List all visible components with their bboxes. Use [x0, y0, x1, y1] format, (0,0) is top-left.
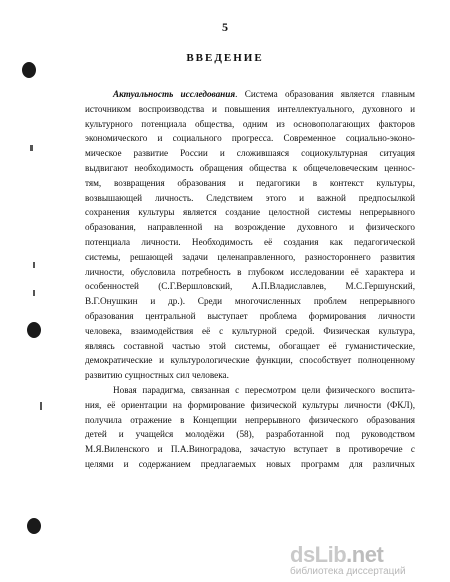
lead-phrase: Актуальность исследования	[113, 89, 236, 99]
watermark-subtitle: библиотека диссертаций	[290, 566, 406, 577]
paragraph-line: потенциала личности. Необходимость её создания как педагогической	[85, 236, 415, 247]
paragraph-line: получила отражение в Концепции непрерывного физического образования	[85, 414, 415, 425]
watermark	[290, 542, 440, 578]
paragraph-line: сохранения культуры является создание целостной системы непрерывного	[85, 207, 415, 218]
scan-mark	[40, 402, 42, 410]
paragraph-line: демократические и культурологические функции, способствует полноценному	[85, 355, 415, 366]
paragraph-line: источником воспроизводства и повышения интеллектуального, духовного и	[85, 103, 415, 114]
paragraph-line: выдвигают необходимость обращения общества к общечеловеческим ценнос-	[85, 162, 415, 173]
scan-mark	[33, 262, 35, 268]
document-body	[85, 87, 415, 472]
paragraph-line: экономического и социального прогресса. Современное социально-эконо-	[85, 133, 415, 144]
scan-mark	[33, 290, 35, 296]
watermark-logo: dsLib.net	[290, 542, 384, 567]
punch-hole	[27, 518, 41, 534]
paragraph-line: В.Г.Онушкин и др.). Среди многочисленных проблем непрерывного	[85, 296, 415, 307]
paragraph-line: Новая парадигма, связанная с пересмотром цели физического воспита-	[113, 384, 415, 395]
paragraph-line: мическое развитие России и сложившаяся социокультурная ситуация	[85, 148, 415, 159]
paragraph-line: ния, её ориентации на формирование физической культуры личности (ФКЛ),	[85, 399, 415, 410]
paragraph-line: развитию сущностных сил человека.	[85, 370, 229, 381]
paragraph-line: Актуальность исследования. Система образования является главным	[113, 89, 415, 99]
paragraph-line: являясь составной частью этой системы, обогащает её гуманистические,	[85, 340, 415, 351]
paragraph-line: возвышающей личность. Следствием этого и важной предпосылкой	[85, 192, 415, 203]
paragraph-line: образования, направленной на возрождение духовного и физического	[85, 222, 415, 233]
section-heading: ВВЕДЕНИЕ	[186, 52, 264, 64]
paragraph-line: культурного потенциала общества, одним из основополагающих факторов	[85, 118, 415, 129]
page-number: 5	[222, 20, 228, 34]
paragraph-line: образования центральной выступает проблема формирования личности	[85, 310, 415, 321]
paragraph-line: системы, решающей задачи целенаправленного, разностороннего развития	[85, 251, 415, 262]
paragraph-line: человека, взаимодействия её с культурной средой. Физическая культура,	[85, 325, 415, 336]
paragraph-line: М.Я.Виленского и П.А.Виноградова, зачастую вступает в противоречие с	[85, 444, 415, 455]
paragraph-line: особенностей (С.Г.Вершловский, А.П.Владиславлев, М.С.Гершунский,	[85, 281, 415, 292]
paragraph-line: тям, возвращения образования и педагогики в контекст культуры,	[85, 177, 415, 188]
paragraph-line: целями и содержанием предлагаемых новых программ для различных	[85, 458, 415, 469]
paragraph-line: личности, обусловила потребность в глубоком исследовании её характера и	[85, 266, 415, 277]
paragraph-line: детей и учащейся молодёжи (58), разработанной под руководством	[85, 429, 415, 440]
scan-mark	[30, 145, 33, 151]
punch-hole	[22, 62, 36, 78]
punch-hole	[27, 322, 41, 338]
